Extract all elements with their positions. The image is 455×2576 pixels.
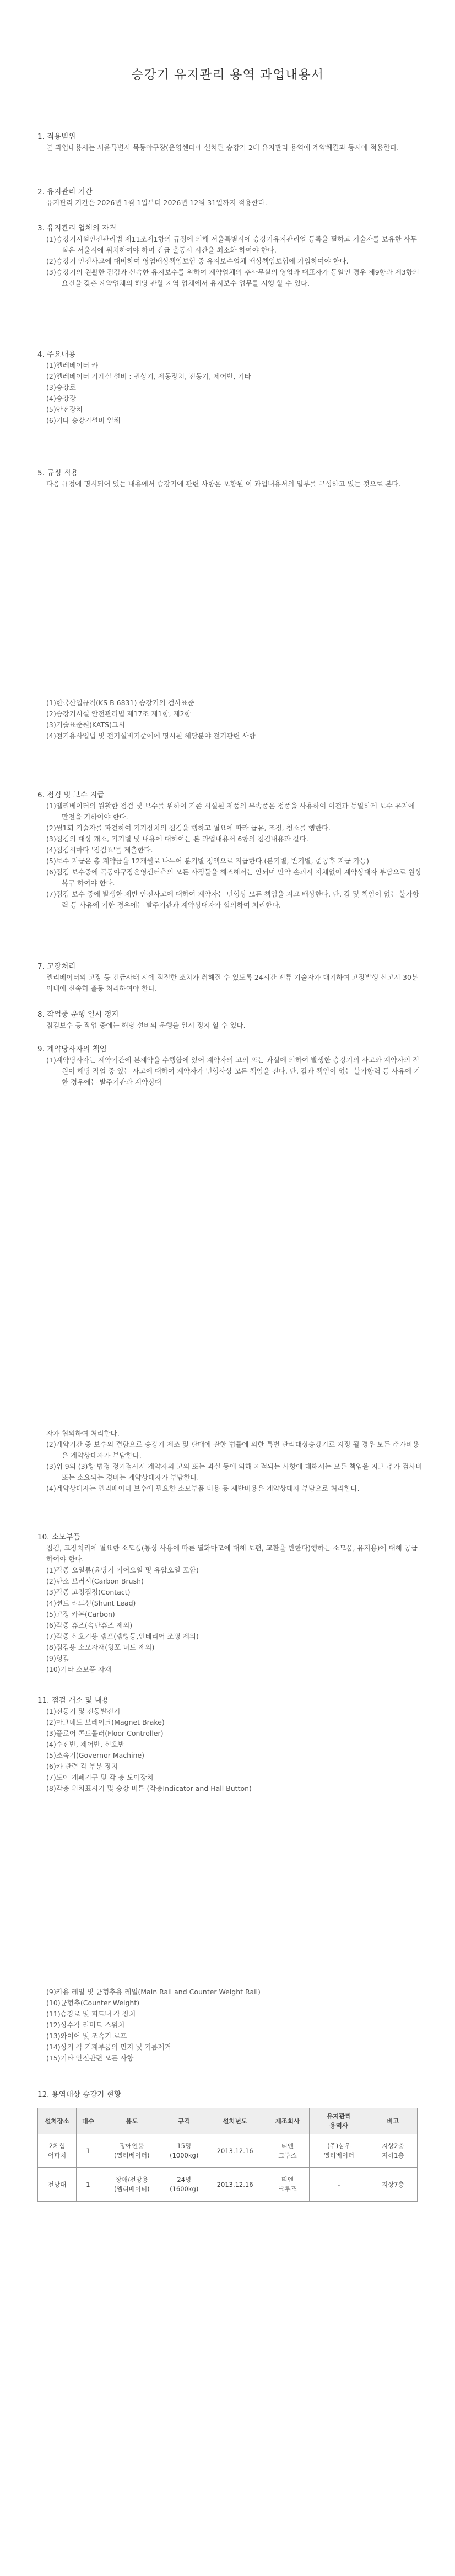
section-line: (1)전동기 및 전동발전기: [46, 1707, 121, 1715]
page-title: 승강기 유지관리 용역 과업내용서: [131, 68, 324, 82]
section-12: [37, 2089, 423, 2202]
section-line: (4)션트 리드선(Shunt Lead): [46, 1599, 136, 1607]
section-line: (2)월1회 기술자를 파견하여 기기장치의 점검을 행하고 필요에 따라 급유, 조정, 청소를 행한다.: [46, 824, 331, 832]
section-line: (9)헝겊: [46, 1654, 69, 1662]
section-line: (10)균형추(Counter Weight): [46, 1999, 140, 2007]
section-line: (8)점검용 소모자재(헝포 너트 제외): [46, 1643, 155, 1651]
table-cell: 2체험 어파치: [38, 2134, 77, 2168]
table-header-cell: 대수: [77, 2108, 100, 2134]
section-line: (11)승강로 및 피트내 각 장치: [46, 2010, 136, 2018]
section-line: 자가 협의하여 처리한다.: [46, 1429, 120, 1437]
section-heading: 1. 적용범위: [37, 132, 76, 141]
table-header-cell: 비고: [369, 2108, 417, 2134]
table-cell: -: [310, 2168, 369, 2202]
table-cell: 2013.12.16: [204, 2168, 266, 2202]
section-line: 엘리베이터의 고장 등 긴급사태 시에 적절한 조치가 취해질 수 있도록 24시간 전류 기술자가 대기하여 고장발생 신고시 30분 이내에 신속히 출동 처리하여야 한다.: [46, 973, 418, 992]
section-5-refs: [37, 697, 423, 742]
section-heading: 10. 소모부품: [37, 1533, 80, 1542]
section-line: (13)와이어 및 조속기 로프: [46, 2032, 127, 2040]
table-cell: 장애인용 (엘리베이터): [100, 2134, 164, 2168]
section-heading: 11. 점검 개소 및 내용: [37, 1696, 109, 1705]
section-line: (1)계약당사자는 계약기간에 본계약을 수행함에 있어 계약자의 고의 또는 과실에 의하여 발생한 승강기의 사고와 계약자의 직원이 해당 작업 중 있는 사고에 대하여 계약자가 민형사상 모든 책임을 진다. 단, 갑과 책임이 없는 불가항력 등 사유에 기한 경우에는 발주기관과 계약상대: [46, 1056, 420, 1086]
section-heading: 9. 계약당사자의 책임: [37, 1045, 107, 1054]
section-heading: 3. 유지관리 업체의 자격: [37, 224, 117, 233]
section-line: (4)계약상대자는 엘리베이터 보수에 필요한 소모부품 비용 등 제반비용은 계약상대자 부담으로 처리한다.: [46, 1484, 360, 1493]
section-line: (1)엘리베이터의 원활한 점검 및 보수를 위하여 기존 시설된 제품의 부속품은 정품을 사용하여 이전과 동일하게 보수 유지에 만전을 기하여야 한다.: [46, 802, 415, 821]
table-cell: 2013.12.16: [204, 2134, 266, 2168]
section-heading: 4. 주요내용: [37, 350, 76, 359]
table-cell: 티엔 크루즈: [266, 2168, 309, 2202]
table-header-cell: 설치장소: [38, 2108, 77, 2134]
table-header-cell: 규격: [164, 2108, 204, 2134]
section-line: (3)승강기의 원활한 점검과 신속한 유지보수를 위하여 계약업체의 추사무실의 영업과 대표자가 동일인 경우 제9항과 제3항의 요건을 갖춘 계약업체의 해당 관할 지역 업체에서 유지보수 업무를 시행 할 수 있다.: [46, 268, 419, 287]
table-cell: 24명 (1600kg): [164, 2168, 204, 2202]
table-header-cell: 유지관리 용역사: [310, 2108, 369, 2134]
section-line: (3)점검의 대상 개소, 기기별 및 내용에 대하여는 본 과업내용서 6항의 점검내용과 같다.: [46, 835, 308, 843]
section-line: (1)각종 오일류(윤당기 기어오일 및 유압오일 포함): [46, 1566, 199, 1574]
section-line: (1)엘레베이터 카: [46, 361, 99, 369]
section-line: (1)승강기시설안전관리법 제11조제1항의 규정에 의해 서울특별시에 승강기유지관리업 등록을 필하고 기술자를 보유한 사무실은 서울시에 위치하여야 하며 긴급 출동시 시간을 최소화 하여야 한다.: [46, 235, 417, 254]
elevator-table: [37, 2108, 418, 2202]
section-7: [37, 961, 423, 994]
table-header-row: [38, 2108, 418, 2134]
section-line: (3)승강로: [46, 383, 76, 391]
section-heading: 8. 작업중 운행 일시 정지: [37, 1010, 119, 1019]
section-line: (10)기타 소모품 자재: [46, 1665, 112, 1673]
table-cell: 지상2층 지하1층: [369, 2134, 417, 2168]
section-8: [37, 1009, 423, 1031]
section-line: (4)전기용사업법 및 전기설비기준에에 명시된 해당분야 전기관련 사항: [46, 732, 256, 740]
section-9-cont: [37, 1428, 423, 1494]
section-line: (6)카 관련 각 부분 장치: [46, 1762, 118, 1770]
table-cell: 15명 (1000kg): [164, 2134, 204, 2168]
table-cell: 티엔 크루즈: [266, 2134, 309, 2168]
section-line: 다음 규정에 명시되어 있는 내용에서 승강기에 관련 사항은 포함된 이 과업내용서의 일부를 구성하고 있는 것으로 본다.: [46, 480, 401, 488]
section-line: 점검보수 등 작업 중에는 해당 설비의 운행을 일시 정지 할 수 있다.: [46, 1021, 246, 1029]
section-line: (5)조속기(Governor Machine): [46, 1751, 145, 1759]
section-line: (3)각종 고정접점(Contact): [46, 1588, 131, 1596]
section-line: (4)수전반, 제어반, 신호반: [46, 1740, 125, 1748]
section-line: 점검, 고장처리에 필요한 소모품(통상 사용에 따른 열화마모에 대해 보편, 교환을 반한다)행하는 소모품, 유지용)에 대해 공급하여야 한다.: [46, 1544, 418, 1563]
section-5: [37, 468, 423, 490]
section-line: (7)점검 보수 중에 발생한 제반 안전사고에 대하여 계약자는 민형상 모든 책임을 지고 배상한다. 단, 갑 및 책임이 없는 불가항력 등 사유에 기한 경우에는 발주기관과 계약상대자가 협의하여 처리한다.: [46, 890, 419, 909]
table-cell: 1: [77, 2134, 100, 2168]
section-line: (2)엘레베이터 기계실 설비 : 권상기, 제동장치, 전동기, 제어반, 기타: [46, 372, 251, 380]
section-11-cont: [37, 1987, 423, 2064]
section-line: (15)기타 안전관련 모든 사항: [46, 2054, 134, 2062]
section-6: [37, 790, 423, 911]
table-header-cell: 설치년도: [204, 2108, 266, 2134]
section-line: (2)마그네트 브레이크(Magnet Brake): [46, 1718, 165, 1726]
table-cell: 1: [77, 2168, 100, 2202]
section-line: (8)각층 위치표시기 및 승강 버튼 (각층Indicator and Hall Button): [46, 1784, 252, 1793]
section-line: (3)위 9의 (3)항 법정 정기점사시 계약자의 고의 또는 과실 등에 의해 지적되는 사항에 대해서는 모든 책임을 지고 추가 검사비 또는 소요되는 경비는 계약상대자가 부담한다.: [46, 1462, 422, 1482]
section-line: (12)상수각 리미트 스위치: [46, 2021, 125, 2029]
table-cell: (주)삼우 엘리베이터: [310, 2134, 369, 2168]
section-line: 유지관리 기간은 2026년 1월 1일부터 2026년 12월 31일까지 적용한다.: [46, 198, 267, 207]
section-11: [37, 1695, 423, 1794]
section-2: [37, 186, 423, 208]
table-cell: 지상7층: [369, 2168, 417, 2202]
section-3: [37, 223, 423, 289]
section-line: (6)기타 승강기설비 일체: [46, 416, 121, 425]
section-line: (2)승강기 안전사고에 대비하여 영업배상책임보험 중 유지보수업체 배상책임보험에 가입하여야 한다.: [46, 257, 349, 265]
section-heading: 12. 용역대상 승강기 현황: [37, 2090, 121, 2099]
section-line: (4)승강장: [46, 394, 76, 402]
section-line: (7)각종 신호기용 램프(램빵등,인테리어 조명 제외): [46, 1632, 199, 1640]
section-9: [37, 1044, 423, 1088]
section-line: (3)기술표준원(KATS)고시: [46, 721, 126, 729]
section-heading: 6. 점검 및 보수 지급: [37, 791, 105, 799]
section-4: [37, 349, 423, 426]
section-line: (6)점검 보수중에 목동야구장운영센터측의 모든 사정들을 해조해서는 안되며 만약 손괴시 지체없이 계약상대자 부담으로 원상복구 하여야 한다.: [46, 868, 422, 887]
section-line: (2)탄소 브러시(Carbon Brush): [46, 1577, 144, 1585]
table-body: [38, 2134, 418, 2202]
table-row: [38, 2168, 418, 2202]
section-heading: 7. 고장처리: [37, 962, 76, 971]
section-10: [37, 1532, 423, 1675]
table-cell: 장애/전망용 (엘리베이터): [100, 2168, 164, 2202]
section-line: (7)도어 개폐기구 및 각 층 도어장치: [46, 1773, 154, 1781]
section-heading: 2. 유지관리 기간: [37, 187, 93, 196]
section-line: (3)플로어 콘트롤러(Floor Controller): [46, 1729, 164, 1737]
section-line: (5)고정 카본(Carbon): [46, 1610, 115, 1618]
section-line: (2)계약기간 중 보수의 결함으로 승강기 제조 및 판매에 관한 법률에 의한 특별 관리대상승강기로 지정 될 경우 모든 추가비용은 계약상대자가 부담한다.: [46, 1440, 419, 1459]
table-header-cell: 제조회사: [266, 2108, 309, 2134]
section-line: (4)점검시마다 '점검표'를 제출한다.: [46, 846, 153, 854]
section-1: [37, 131, 423, 153]
section-line: (5)보수 지급은 총 계약금을 12개월로 나누어 분기별 정액으로 지급한다.(분기별, 반기별, 준공후 지급 가능): [46, 857, 369, 865]
table-cell: 전망대: [38, 2168, 77, 2202]
table-row: [38, 2134, 418, 2168]
section-line: (2)승강기시설 안전관리법 제17조 제1항, 제2항: [46, 710, 191, 718]
section-heading: 5. 규정 적용: [37, 469, 78, 477]
section-line: (6)각종 휴즈(속단휴즈 제외): [46, 1621, 133, 1629]
section-line: (14)상기 각 기계부품의 먼지 및 기름제거: [46, 2043, 171, 2051]
section-line: (9)카용 레일 및 균형추용 레일(Main Rail and Counter Weight Rail): [46, 1988, 261, 1996]
section-line: (5)안전장치: [46, 405, 83, 414]
section-line: 본 과업내용서는 서울특별시 목동야구장(운영센터에 설치된 승강기 2대 유지관리 용역에 계약체결과 동시에 적용한다.: [46, 143, 399, 152]
section-line: (1)한국산업규격(KS B 6831) 승강기의 검사표준: [46, 699, 194, 707]
table-header-cell: 용도: [100, 2108, 164, 2134]
